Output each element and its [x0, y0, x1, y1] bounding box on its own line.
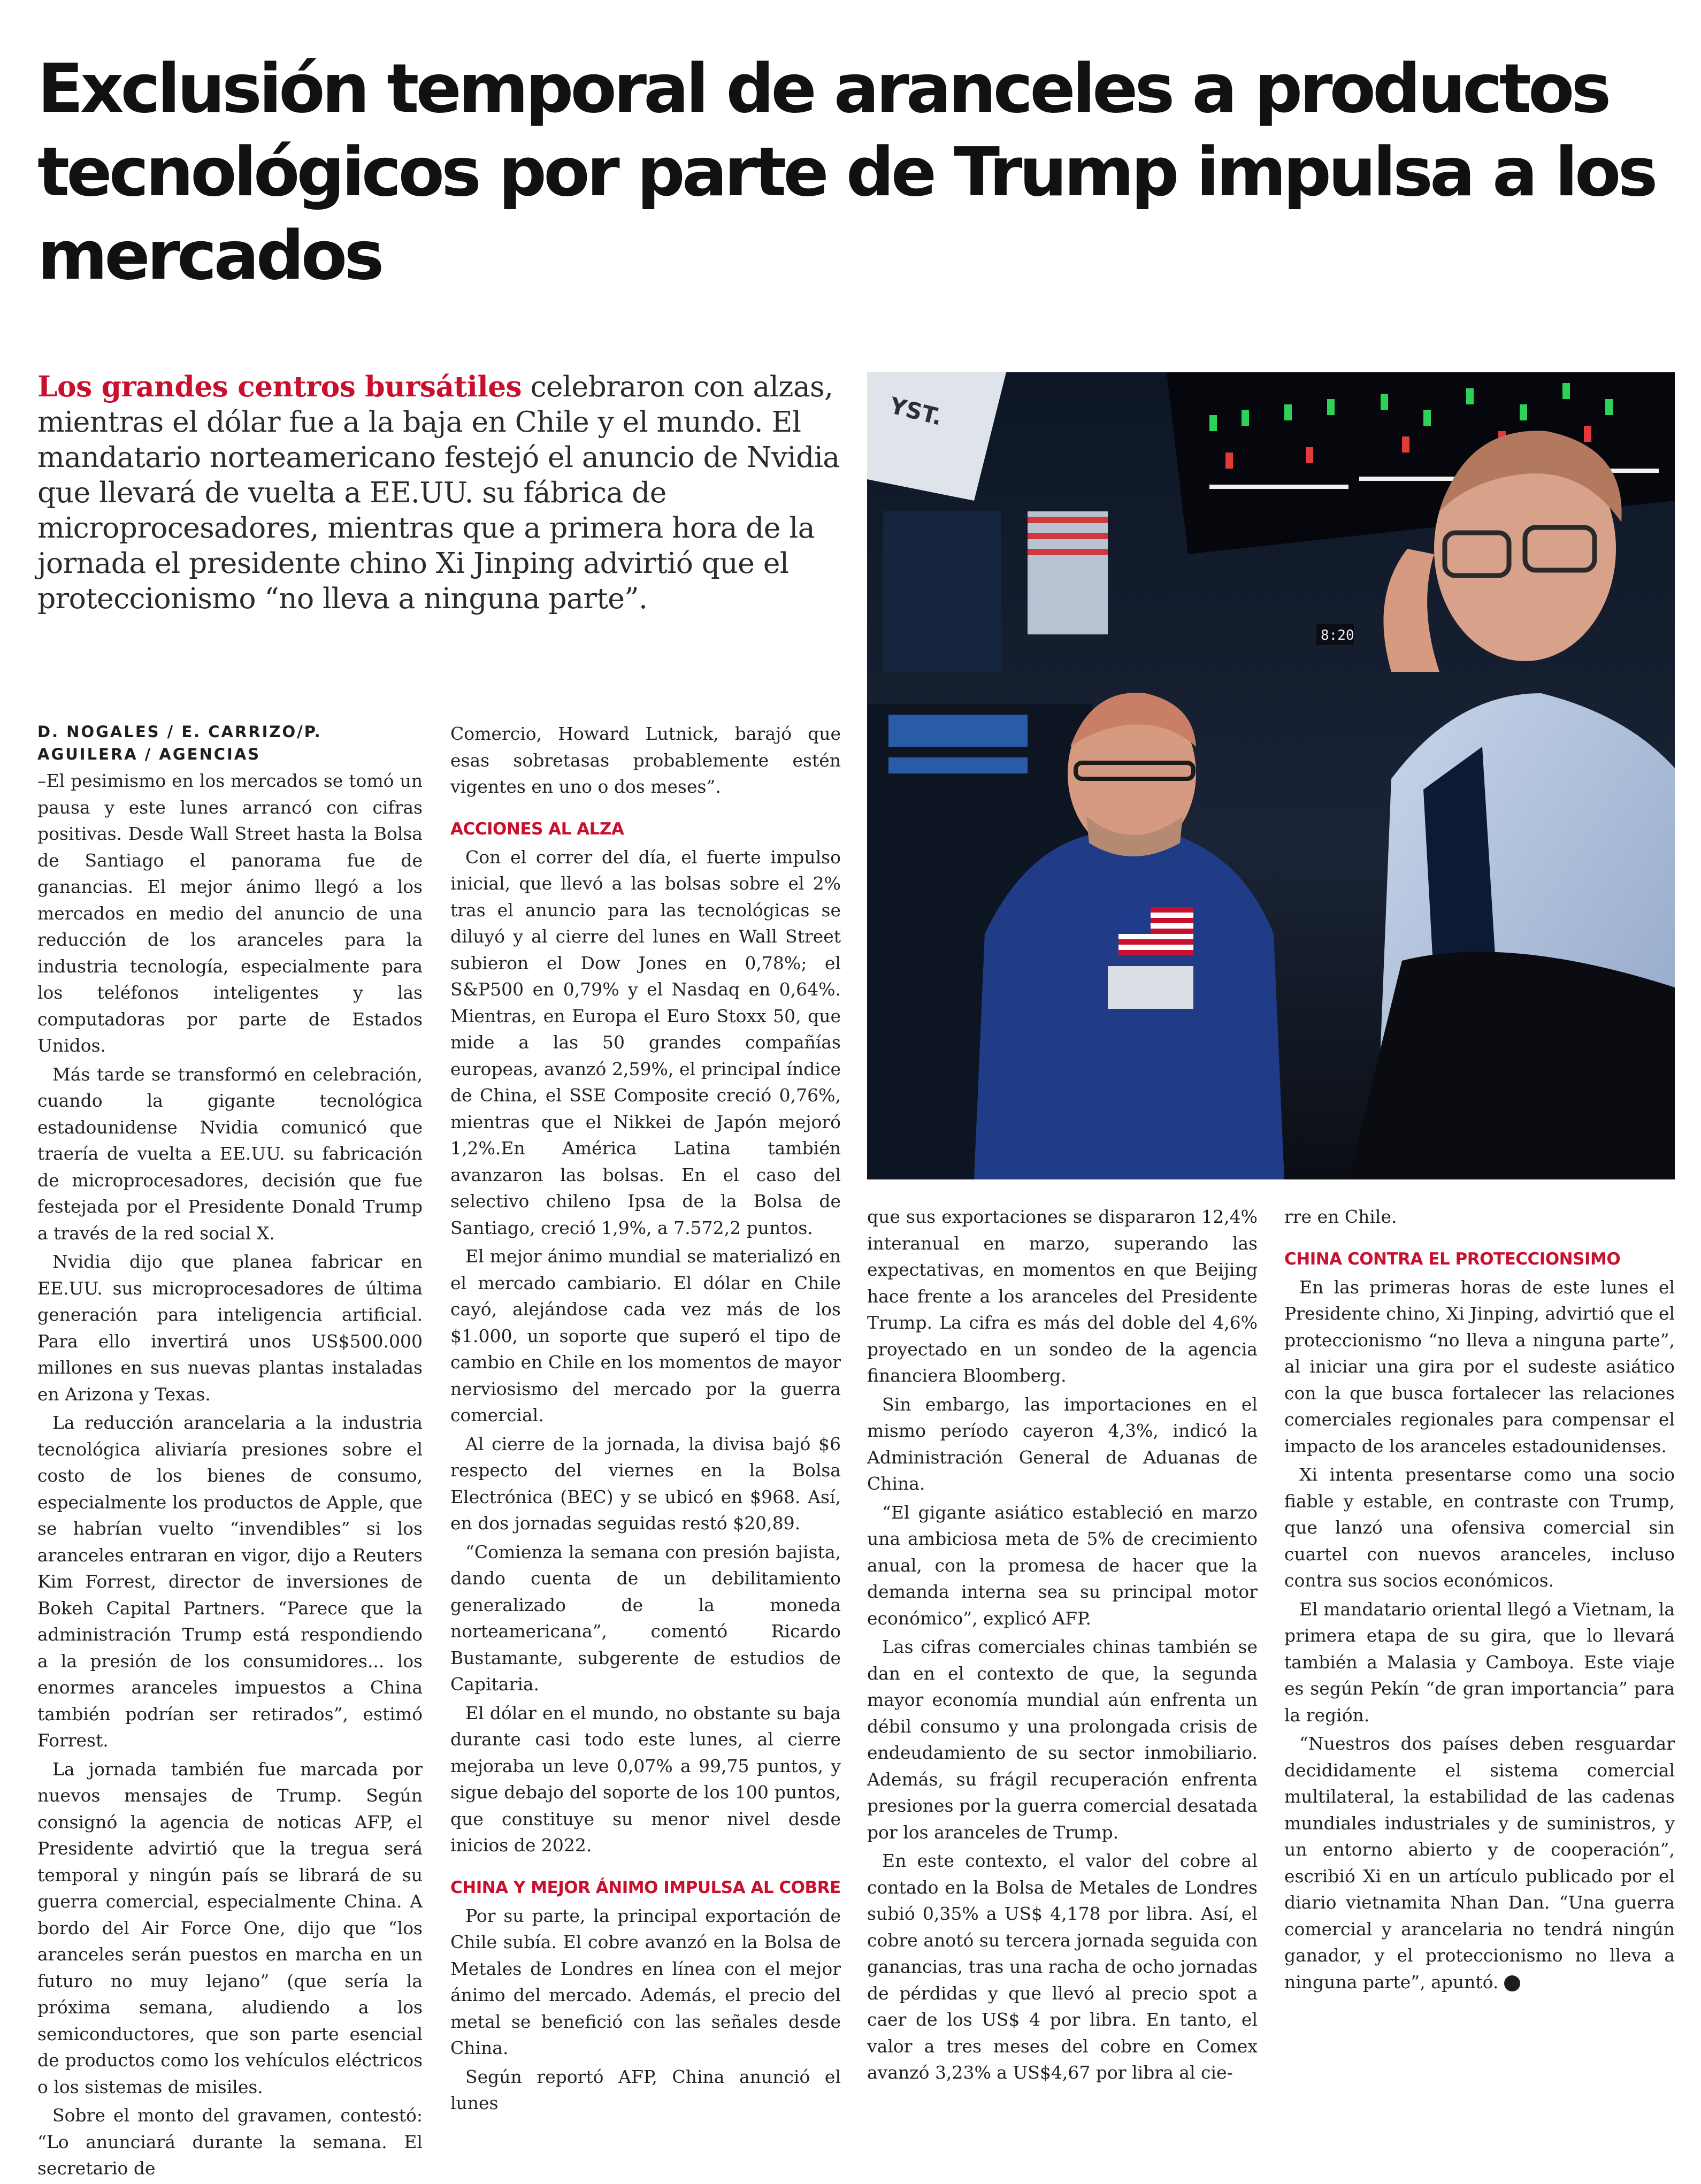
paragraph: “El gigante asiático estableció en marzo una ambiciosa meta de 5% de crecimiento anual, con la promesa de hacer que la demanda interna sea su principal motor económico”, explicó AFP.	[867, 1501, 1258, 1629]
column-3	[867, 1204, 1258, 2088]
headline: Exclusión temporal de aranceles a productos tecnológicos por parte de Trump impulsa a los mercados	[37, 49, 1655, 295]
paragraph: Sin embargo, las importaciones en el mismo período cayeron 4,3%, indicó la Administración General de Aduanas de China.	[867, 1393, 1258, 1494]
paragraph: Las cifras comerciales chinas también se dan en el contexto de que, la segunda mayor economía mundial aún enfrenta un débil consumo y una prolongada crisis de endeudamiento de su sector inmobiliario. Además, su frágil recuperación enfrenta presiones por la guerra comercial desatada por los aranceles de Trump.	[867, 1636, 1258, 1843]
paragraph: rre en Chile.	[1284, 1206, 1397, 1227]
paragraph: Xi intenta presentarse como una socio fiable y estable, en contraste con Trump, que lanzó una ofensiva comercial sin cuartel con nuevos aranceles, incluso contra sus socios económicos.	[1284, 1464, 1675, 1591]
news-photo	[867, 372, 1675, 1179]
end-mark-icon: P	[1504, 1975, 1520, 1991]
paragraph: Por su parte, la principal exportación de Chile subía. El cobre avanzó en la Bolsa de Metales de Londres en línea con el mejor ánimo del mercado. Además, el precio del metal se benefició con las señales desde China.	[450, 1905, 841, 2058]
subheading-acciones: ACCIONES AL ALZA	[450, 819, 624, 839]
paragraph: Al cierre de la jornada, la divisa bajó $6 respecto del viernes en la Bolsa Electrónica (BEC) y se ubicó en $968. Así, en dos jornadas seguidas restó $20,89.	[450, 1433, 841, 1534]
paragraph: La reducción arancelaria a la industria tecnológica aliviaría presiones sobre el costo de los bienes de consumo, especialmente los productos de Apple, que se habrían vuelto “invendibles” si los aranceles entraran en vigor, dijo a Reuters Kim Forrest, director de inversiones de Bokeh Capital Partners. “Parece que la administración Trump está respondiendo a la presión de los consumidores... los enormes aranceles impuestos a China también podrían ser retirados”, estimó Forrest.	[37, 1412, 423, 1751]
paragraph: Según reportó AFP, China anunció el lunes	[450, 2066, 841, 2113]
column-2	[450, 721, 841, 2119]
paragraph: “Comienza la semana con presión bajista, dando cuenta de un debilitamiento generalizado de la moneda norteamericana”, comentó Ricardo Bustamante, subgerente de estudios de Capitaria.	[450, 1541, 841, 1695]
dek-rest: celebraron con alzas, mientras el dólar fue a la baja en Chile y el mundo. El mandatario norteamericano festejó el anuncio de Nvidia que llevará de vuelta a EE.UU. su fábrica de microprocesadores, mientras que a primera hora de la jornada el presidente chino Xi Jinping advirtió que el proteccionismo “no lleva a ninguna parte”.	[37, 370, 840, 615]
paragraph: El mejor ánimo mundial se materializó en el mercado cambiario. El dólar en Chile cayó, alejándose cada vez más de los $1.000, un soporte que superó el tipo de cambio en Chile en los momentos de mayor nerviosismo del mercado por la guerra comercial.	[450, 1246, 841, 1426]
photo-sign-text: YST.	[887, 392, 945, 431]
paragraph: Comercio, Howard Lutnick, barajó que esas sobretasas probablemente estén vigentes en uno o dos meses”.	[450, 723, 841, 797]
paragraph: Más tarde se transformó en celebración, cuando la gigante tecnológica estadounidense Nvidia comunicó que traería de vuelta a EE.UU. su fabricación de microprocesadores, decisión que fue festejada por el Presidente Donald Trump a través de la red social X.	[37, 1063, 423, 1244]
traders-photo-illustration	[867, 372, 1675, 1179]
dek	[37, 369, 840, 616]
subheading-cobre: CHINA Y MEJOR ÁNIMO IMPULSA AL COBRE	[450, 1878, 841, 1897]
column-1	[37, 721, 423, 2184]
paragraph: El dólar en el mundo, no obstante su baja durante casi todo este lunes, al cierre mejoraba un leve 0,07% a 99,75 puntos, y sigue debajo del soporte de los 100 puntos, que constituye su menor nivel desde inicios de 2022.	[450, 1702, 841, 1856]
paragraph: El mandatario oriental llegó a Vietnam, la primera etapa de su gira, que lo llevará también a Malasia y Camboya. Este viaje es según Pekín “de gran importancia” para la región.	[1284, 1598, 1675, 1726]
paragraph: Nvidia dijo que planea fabricar en EE.UU. sus microprocesadores de última generación para inteligencia artificial. Para ello invertirá unos US$500.000 millones en sus nuevas plantas instaladas en Arizona y Texas.	[37, 1251, 423, 1405]
column-4	[1284, 1204, 1675, 1997]
paragraph: –El pesimismo en los mercados se tomó un pausa y este lunes arrancó con cifras positivas. Desde Wall Street hasta la Bolsa de Santiago el panorama fue de ganancias. El mejor ánimo llegó a los mercados en medio del anuncio de una reducción de los aranceles para la industria tecnología, especialmente para los teléfonos inteligentes y las computadoras por parte de Estados Unidos.	[37, 770, 423, 1056]
paragraph: En este contexto, el valor del cobre al contado en la Bolsa de Metales de Londres subió 0,35% a US$ 4,178 por libra. Así, el cobre anotó su tercera jornada seguida con ganancias, tras una racha de ocho jornadas de pérdidas y que llevó al precio spot a caer de los US$ 4 por libra. En tanto, el valor a tres meses del cobre en Comex avanzó 3,23% a US$4,67 por libra al cie-	[867, 1850, 1258, 2083]
dek-lead: Los grandes centros bursátiles	[37, 370, 522, 403]
photo-ticker-text: 8:20	[1321, 627, 1354, 643]
subheading-proteccionismo: CHINA CONTRA EL PROTECCIONSIMO	[1284, 1249, 1621, 1269]
byline: D. NOGALES / E. CARRIZO/P. AGUILERA / AGENCIAS	[37, 723, 322, 763]
paragraph: Sobre el monto del gravamen, contestó: “Lo anunciará durante la semana. El secretario de	[37, 2105, 423, 2179]
paragraph: La jornada también fue marcada por nuevos mensajes de Trump. Según consignó la agencia de noticas AFP, el Presidente advirtió que la tregua será temporal y ningún país se librará de su guerra comercial, especialmente China. A bordo del Air Force One, dijo que “los aranceles serán puestos en marcha en un futuro no muy lejano” (que sería la próxima semana, aludiendo a los semiconductores, que son parte esencial de productos como los vehículos eléctricos o los sistemas de misiles.	[37, 1758, 423, 2097]
paragraph: Con el correr del día, el fuerte impulso inicial, que llevó a las bolsas sobre el 2% tras el anuncio para las tecnológicas se diluyó y al cierre del lunes en Wall Street subieron el Dow Jones en 0,78%; el S&P500 en 0,79% y el Nasdaq en 0,64%. Mientras, en Europa el Euro Stoxx 50, que mide a las 50 grandes compañías europeas, avanzó 2,59%, el principal índice de China, el SSE Composite creció 0,76%, mientras que el Nikkei de Japón mejoró 1,2%.En América Latina también avanzaron las bolsas. En el caso del selectivo chileno Ipsa de la Bolsa de Santiago, creció 1,9%, a 7.572,2 puntos.	[450, 846, 841, 1238]
paragraph: que sus exportaciones se dispararon 12,4% interanual en marzo, superando las expectativas, en momentos en que Beijing hace frente a los aranceles del Presidente Trump. La cifra es más del doble del 4,6% proyectado en un sondeo de la agencia financiera Bloomberg.	[867, 1206, 1258, 1386]
paragraph	[1284, 1730, 1675, 1995]
paragraph-text: “Nuestros dos países deben resguardar decididamente el sistema comercial multilateral, la estabilidad de las cadenas mundiales industriales y de suministros, y un entorno abierto y de cooperación”, escribió Xi en un artículo publicado por el diario vietnamita Nhan Dan. “Una guerra comercial y arancelaria no tendrá ningún ganador, y el proteccionismo no lleva a ninguna parte”, apuntó.	[1284, 1733, 1675, 1993]
paragraph: En las primeras horas de este lunes el Presidente chino, Xi Jinping, advirtió que el proteccionismo “no lleva a ninguna parte”, al iniciar una gira por el sudeste asiático con la que busca fortalecer las relaciones comerciales regionales para compensar el impacto de los aranceles estadounidenses.	[1284, 1276, 1675, 1457]
